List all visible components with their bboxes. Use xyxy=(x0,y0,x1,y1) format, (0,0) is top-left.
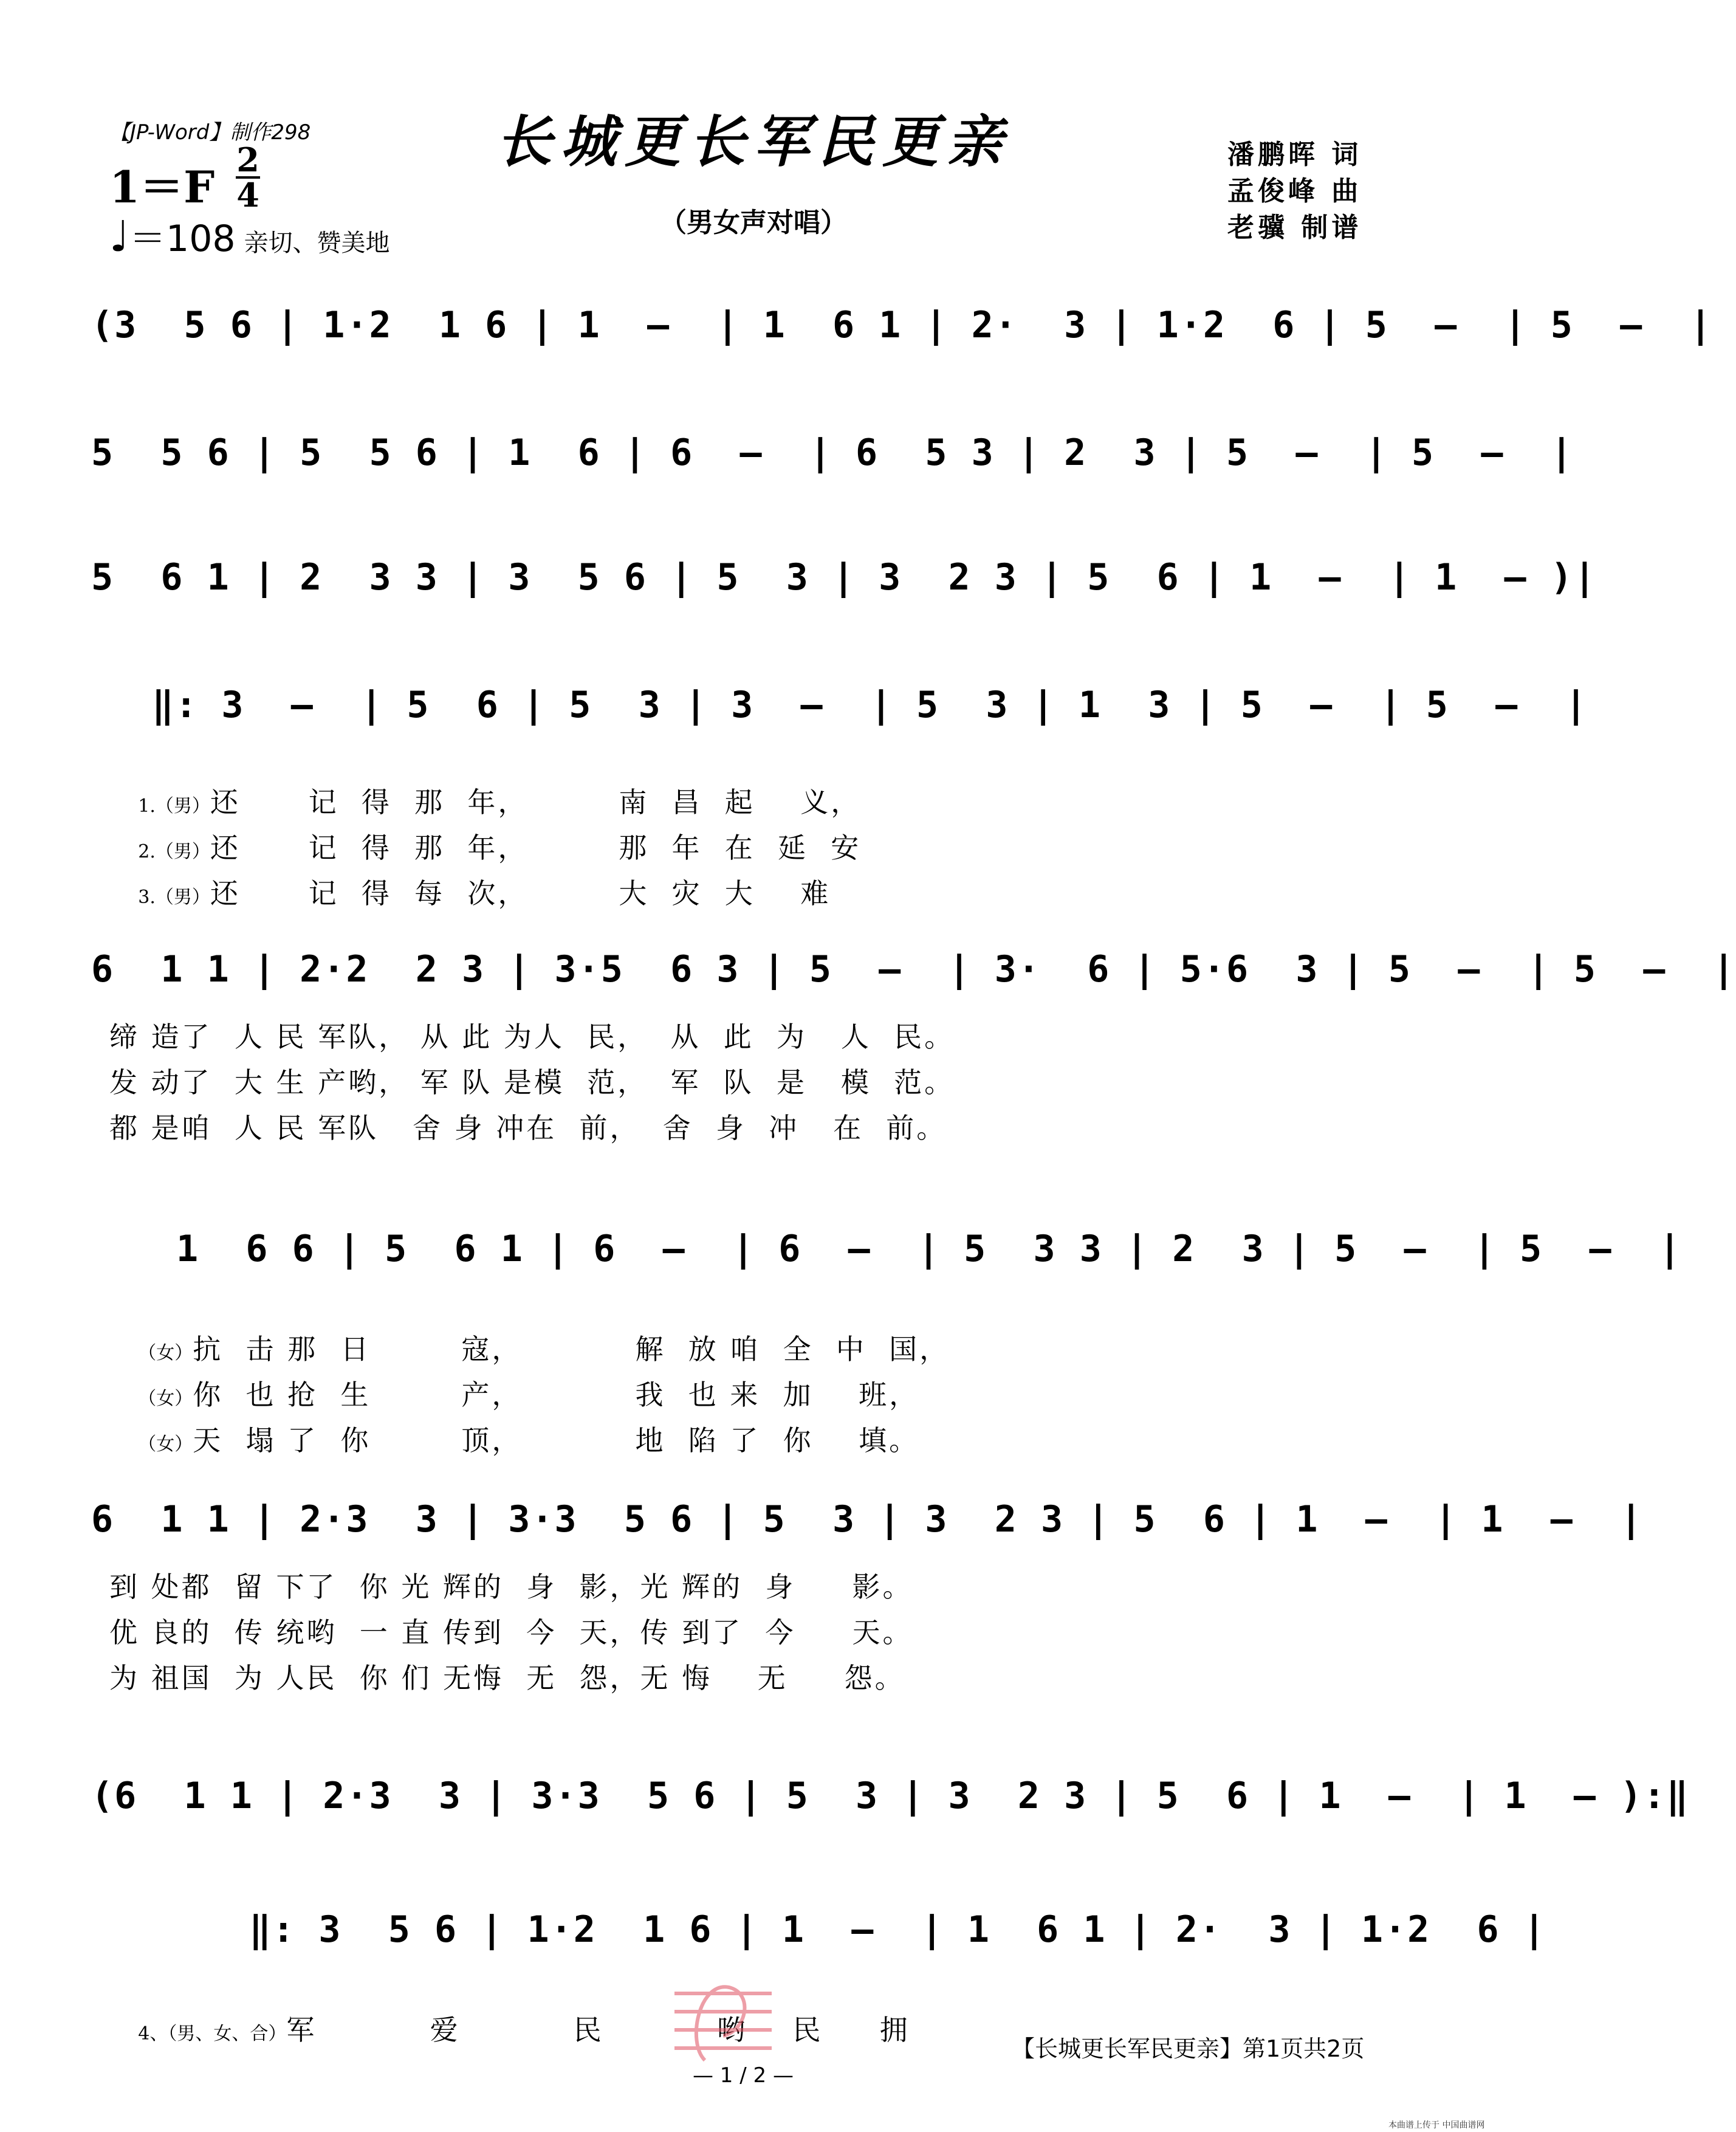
quarter-note-icon: ♩ xyxy=(109,211,130,261)
lyricist: 潘鹏晖 词 xyxy=(1227,139,1362,170)
lyric-line-4-v1: 到 处都 留 下了 你 光 辉的 身 影，光 辉的 身 影。 xyxy=(109,1570,913,1603)
verse-tag: 1.（男） xyxy=(138,796,210,817)
score-system-2: 5 5 6 | 5 5 6 | 1 6 | 6 – | 6 5 3 | 2 3 | 5 – | 5 – | xyxy=(91,432,1574,474)
lyric-text: 天 塌 了 你 顶， 地 陷 了 你 填。 xyxy=(193,1424,920,1457)
time-signature xyxy=(236,140,260,215)
lyric-text: 还 记 得 那 年， 那 年 在 延 安 xyxy=(210,831,862,864)
score-system-3: 5 6 1 | 2 3 3 | 3 5 6 | 5 3 | 3 2 3 | 5 6 | 1 – | 1 – )| xyxy=(91,556,1597,599)
time-top: 2 xyxy=(236,140,259,179)
credits xyxy=(1227,137,1362,246)
score-system-8: (6 1 1 | 2·3 3 | 3·3 5 6 | 5 3 | 3 2 3 | 5 6 | 1 – | 1 – ):‖ xyxy=(91,1775,1690,1817)
score-system-4: ‖: 3 – | 5 6 | 5 3 | 3 – | 5 3 | 1 3 | 5 – | 5 – | xyxy=(152,684,1588,726)
score-system-7: 6 1 1 | 2·3 3 | 3·3 5 6 | 5 3 | 3 2 3 | 5 6 | 1 – | 1 – | xyxy=(91,1498,1644,1541)
song-subtitle: （男女声对唱） xyxy=(660,207,847,238)
verse-tag: 3.（男） xyxy=(138,887,210,908)
score-system-1: (3 5 6 | 1·2 1 6 | 1 – | 1 6 1 | 2· 3 | 1·2 6 | 5 – | 5 – | xyxy=(91,304,1713,346)
page-info: 【长城更长军民更亲】第1页共2页 xyxy=(1012,2035,1365,2062)
lyric-line-v3-female xyxy=(115,1386,919,1459)
lyric-line-2-v3: 都 是咱 人 民 军队 舍 身 冲在 前， 舍 身 冲 在 前。 xyxy=(109,1112,947,1144)
arranger: 老骥 制谱 xyxy=(1227,212,1362,243)
verse-tag: 2.（男） xyxy=(138,841,210,862)
page-number: — 1 / 2 — xyxy=(693,2063,794,2088)
verse-tag: （女） xyxy=(138,1343,193,1364)
score-system-5: 6 1 1 | 2·2 2 3 | 3·5 6 3 | 5 – | 3· 6 | 5·6 3 | 5 – | 5 – | xyxy=(91,948,1736,991)
lyric-line-4-v2: 优 良的 传 统哟 一 直 传到 今 天，传 到了 今 天。 xyxy=(109,1616,913,1649)
lyric-line-v4 xyxy=(115,1975,910,2048)
lyric-text: 你 也 抢 生 产， 我 也 来 加 班， xyxy=(193,1378,920,1411)
composer: 孟俊峰 曲 xyxy=(1227,176,1362,207)
tempo-value: ＝108 xyxy=(129,218,236,260)
lyric-line-2-v1: 缔 造了 人 民 军队， 从 此 为人 民， 从 此 为 人 民。 xyxy=(109,1020,955,1053)
score-system-6: 1 6 6 | 5 6 1 | 6 – | 6 – | 5 3 3 | 2 3 | 5 – | 5 – | xyxy=(176,1228,1682,1270)
tempo-mood: 亲切、赞美地 xyxy=(244,229,390,257)
score-system-9: ‖: 3 5 6 | 1·2 1 6 | 1 – | 1 6 1 | 2· 3 | 1·2 6 | xyxy=(249,1908,1546,1951)
lyric-text: 抗 击 那 日 寇， 解 放 咱 全 中 国， xyxy=(193,1333,950,1366)
verse-tag: 4、（男、女、合） xyxy=(138,2023,287,2044)
lyric-text: 军 爱 民 哟 民 拥 xyxy=(286,2013,910,2046)
song-title: 长城更长军民更亲 xyxy=(495,109,1011,174)
watermark-logo-icon xyxy=(662,1969,784,2072)
lyric-line-4-v3: 为 祖国 为 人民 你 们 无悔 无 怨，无 悔 无 怨。 xyxy=(109,1662,905,1694)
key-signature: 1＝F xyxy=(109,161,215,213)
upload-note: 本曲谱上传于 中国曲谱网 xyxy=(1388,2120,1485,2130)
lyric-line-2-v2: 发 动了 大 生 产哟， 军 队 是模 范， 军 队 是 模 范。 xyxy=(109,1066,955,1099)
time-bottom: 4 xyxy=(236,176,259,215)
verse-tag: （女） xyxy=(138,1388,193,1409)
maker-credit: 【JP-Word】制作298 xyxy=(109,120,311,145)
verse-tag: （女） xyxy=(138,1434,193,1455)
lyric-line-v3-male xyxy=(115,839,831,912)
lyric-text: 还 记 得 每 次， 大 灾 大 难 xyxy=(210,877,831,910)
lyric-text: 还 记 得 那 年， 南 昌 起 义， xyxy=(210,786,862,819)
tempo-marking xyxy=(109,210,390,262)
